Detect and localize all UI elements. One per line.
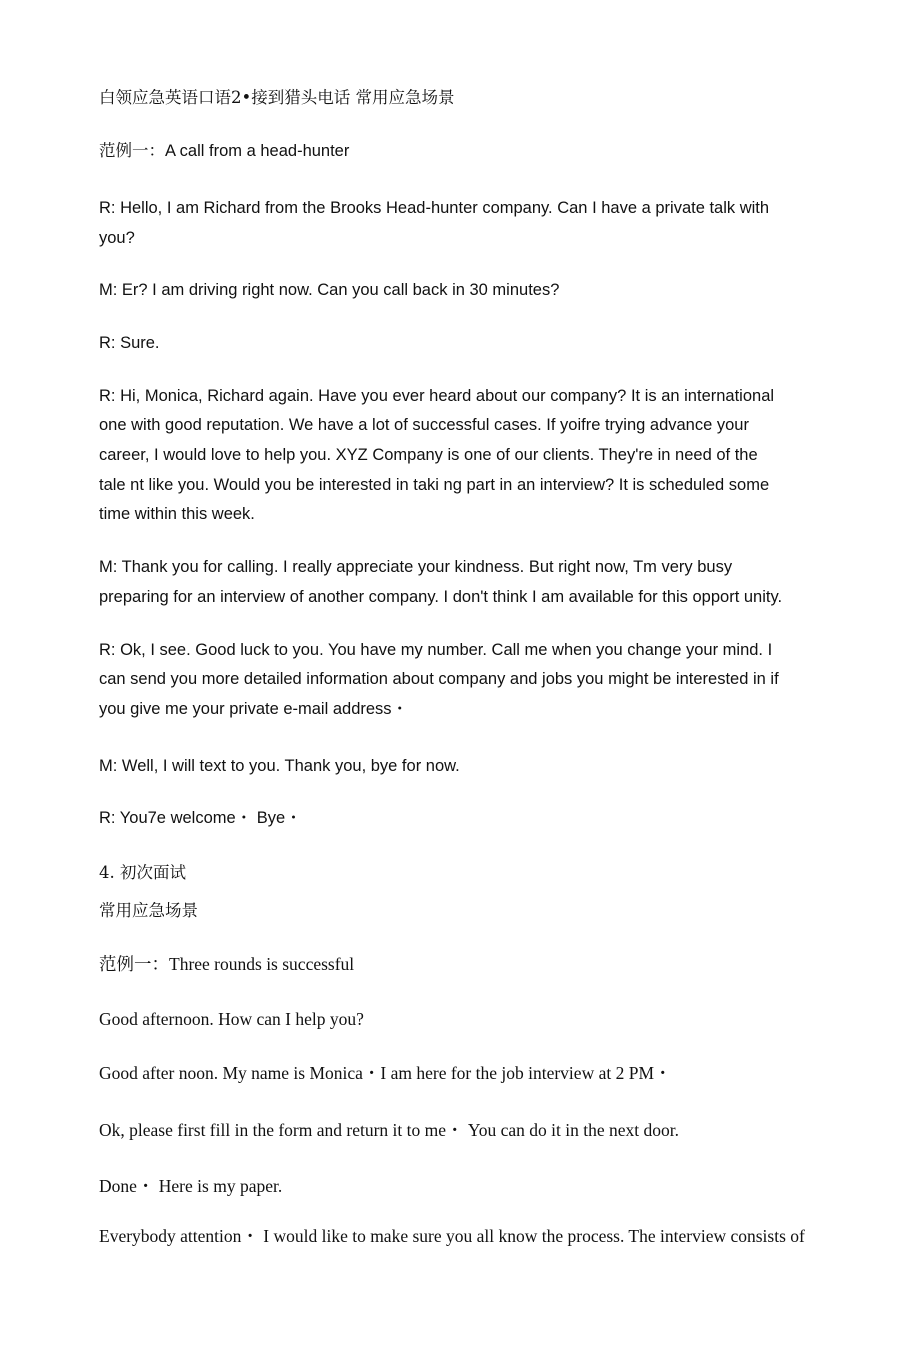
dialogue2-line: Ok, please first fill in the form and return it to me・ You can do it in the next door. [99,1120,679,1140]
dialogue1-line: you? [99,229,135,247]
dialogue1-line: R: Hello, I am Richard from the Brooks Head-hunter company. Can I have a private talk with [99,199,770,217]
dialogue2-line: Done・ Here is my paper. [99,1176,283,1196]
dialogue1-line: can send you more detailed information about company and jobs you might be interested in if [99,670,779,688]
dialogue1-line: R: Sure. [99,334,160,352]
dialogue1-line: R: Hi, Monica, Richard again. Have you ever heard about our company? It is an international [99,387,775,405]
dialogue1-line: preparing for an interview of another company. I don't think I am available for this opport unity. [99,588,783,606]
dialogue2-line: Everybody attention・ I would like to make sure you all know the process. The interview consists of [99,1226,805,1246]
dialogue1-line: R: Ok, I see. Good luck to you. You have my number. Call me when you change your mind. I [99,641,773,659]
section4-heading: 4. 初次面试 [99,863,186,882]
dialogue1-line: M: Thank you for calling. I really appreciate your kindness. But right now, Tm very busy [99,558,733,576]
dialogue2-line: Good after noon. My name is Monica・I am here for the job interview at 2 PM・ [99,1063,672,1083]
example2-heading: 范例一：Three rounds is successful [99,954,355,974]
dialogue1-line: M: Er? I am driving right now. Can you call back in 30 minutes? [99,281,560,299]
dialogue1-line: career, I would love to help you. XYZ Company is one of our clients. They're in need of the [99,446,758,464]
dialogue1-line: M: Well, I will text to you. Thank you, bye for now. [99,757,460,775]
document-title: 白领应急英语口语2•接到猎头电话 常用应急场景 [99,88,455,107]
section4-subheading: 常用应急场景 [99,901,198,920]
dialogue1-line: one with good reputation. We have a lot of successful cases. If yoifre trying advance your [99,416,749,434]
dialogue2-line: Good afternoon. How can I help you? [99,1009,364,1029]
dialogue1-line: tale nt like you. Would you be interested in taki ng part in an interview? It is scheduled some [99,476,770,494]
example1-heading: 范例一：A call from a head-hunter [99,142,350,160]
dialogue1-line: time within this week. [99,505,255,523]
dialogue1-line: you give me your private e-mail address・ [99,700,409,718]
dialogue1-line: R: You7e welcome・ Bye・ [99,809,302,827]
